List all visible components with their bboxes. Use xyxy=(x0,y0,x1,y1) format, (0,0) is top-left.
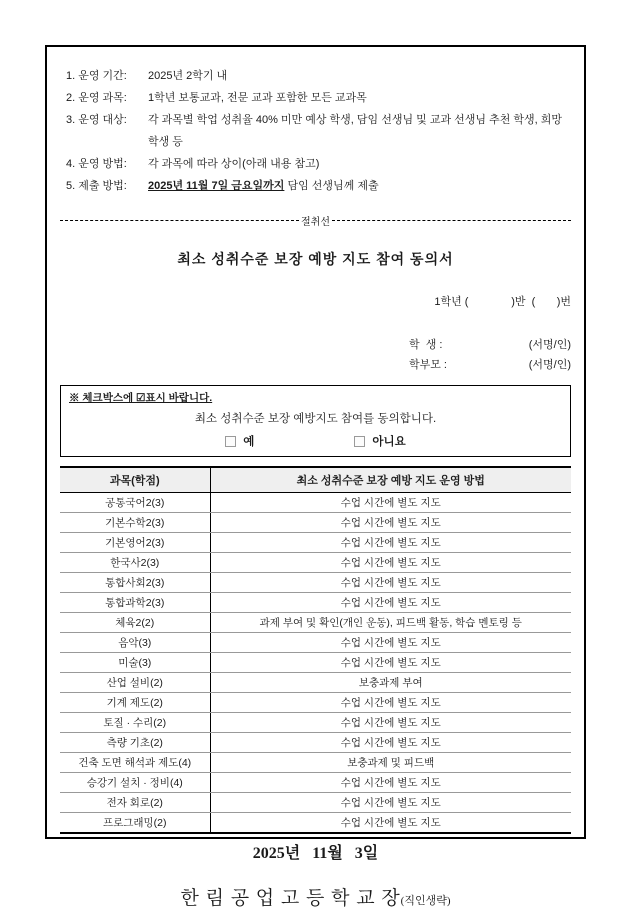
method-cell: 수업 시간에 별도 지도 xyxy=(210,793,571,813)
notice-item-target xyxy=(60,109,571,153)
method-cell: 보충과제 및 피드백 xyxy=(210,753,571,773)
cut-line-dashes xyxy=(60,220,299,221)
option-no-label: 아니요 xyxy=(372,436,406,448)
notice-item-label: 4. 운영 방법: xyxy=(66,158,127,170)
school-principal-name: 한 림 공 업 고 등 학 교 장 xyxy=(180,888,401,909)
subject-cell: 승강기 설치 · 정비(4) xyxy=(60,773,210,793)
table-row xyxy=(60,593,571,613)
table-row xyxy=(60,773,571,793)
table-row xyxy=(60,653,571,673)
notice-item-label: 3. 운영 대상: xyxy=(66,114,127,126)
notice-item-text xyxy=(148,175,571,197)
student-signature-suffix: (서명/인) xyxy=(528,339,571,351)
notice-item-text: 2025년 2학기 내 xyxy=(148,70,228,82)
table-row xyxy=(60,713,571,733)
subject-cell: 프로그래밍(2) xyxy=(60,813,210,834)
table-row xyxy=(60,553,571,573)
method-cell: 수업 시간에 별도 지도 xyxy=(210,653,571,673)
cut-line-dashes xyxy=(332,220,571,221)
subject-cell: 기본영어2(3) xyxy=(60,533,210,553)
option-no[interactable] xyxy=(354,433,405,449)
notice-item-label: 1. 운영 기간: xyxy=(66,70,127,82)
subject-cell: 공통국어2(3) xyxy=(60,493,210,513)
method-cell: 수업 시간에 별도 지도 xyxy=(210,633,571,653)
subject-cell: 토질 · 수리(2) xyxy=(60,713,210,733)
subject-cell: 한국사2(3) xyxy=(60,553,210,573)
student-signature-label: 학 생 : xyxy=(409,339,443,351)
parent-signature-label: 학부모 : xyxy=(409,359,447,371)
table-row xyxy=(60,493,571,513)
notice-item-text: 1학년 보통교과, 전문 교과 포함한 모든 교과목 xyxy=(148,92,367,104)
subject-cell: 통합과학2(3) xyxy=(60,593,210,613)
method-cell: 수업 시간에 별도 지도 xyxy=(210,693,571,713)
method-cell: 수업 시간에 별도 지도 xyxy=(210,713,571,733)
method-cell: 수업 시간에 별도 지도 xyxy=(210,813,571,834)
consent-statement: 최소 성취수준 보장 예방지도 참여를 동의합니다. xyxy=(194,413,437,425)
student-signature-row xyxy=(409,335,571,355)
checkbox-instruction: ※ 체크박스에 ☑표시 바랍니다. xyxy=(69,392,213,404)
table-row xyxy=(60,693,571,713)
checkbox-no[interactable] xyxy=(354,436,365,447)
notice-list xyxy=(60,65,571,197)
table-row xyxy=(60,753,571,773)
cut-line-label: 절취선 xyxy=(301,216,330,228)
subject-cell: 기본수학2(3) xyxy=(60,513,210,533)
method-cell: 수업 시간에 별도 지도 xyxy=(210,533,571,553)
method-cell: 수업 시간에 별도 지도 xyxy=(210,573,571,593)
parent-signature-row xyxy=(409,355,571,375)
seal-omitted-note: (직인생략) xyxy=(400,895,451,907)
consent-checkbox-box xyxy=(60,385,571,457)
table-header-row xyxy=(60,467,571,493)
subject-cell: 음악(3) xyxy=(60,633,210,653)
notice-item-submission xyxy=(60,175,571,197)
method-cell: 과제 부여 및 확인(개인 운동), 피드백 활동, 학습 멘토링 등 xyxy=(210,613,571,633)
subject-cell: 건축 도면 해석과 제도(4) xyxy=(60,753,210,773)
notice-item-text: 각 과목별 학업 성취율 40% 미만 예상 학생, 담임 선생님 및 교과 선생님 추천 학생, 희망 학생 등 xyxy=(148,114,562,148)
method-cell: 수업 시간에 별도 지도 xyxy=(210,773,571,793)
subject-cell: 미술(3) xyxy=(60,653,210,673)
header-subject: 과목(학점) xyxy=(60,467,210,493)
header-method: 최소 성취수준 보장 예방 지도 운영 방법 xyxy=(210,467,571,493)
subject-method-table xyxy=(60,466,571,834)
date-line: 2025년 11월 3일 xyxy=(252,845,379,862)
table-row xyxy=(60,513,571,533)
consent-options xyxy=(69,433,562,449)
document-frame xyxy=(45,45,586,909)
table-row xyxy=(60,633,571,653)
notice-item-method xyxy=(60,153,571,175)
subject-cell: 산업 설비(2) xyxy=(60,673,210,693)
notice-item-subjects xyxy=(60,87,571,109)
method-cell: 수업 시간에 별도 지도 xyxy=(210,593,571,613)
table-row xyxy=(60,673,571,693)
issuer-line xyxy=(60,883,571,910)
option-yes[interactable] xyxy=(225,433,254,449)
method-cell: 보충과제 부여 xyxy=(210,673,571,693)
subject-cell: 기계 제도(2) xyxy=(60,693,210,713)
parent-signature-suffix: (서명/인) xyxy=(528,359,571,371)
subject-cell: 체육2(2) xyxy=(60,613,210,633)
subject-cell: 전자 회로(2) xyxy=(60,793,210,813)
notice-item-period xyxy=(60,65,571,87)
checkbox-yes[interactable] xyxy=(225,436,236,447)
form-title: 최소 성취수준 보장 예방 지도 참여 동의서 xyxy=(177,251,454,267)
method-cell: 수업 시간에 별도 지도 xyxy=(210,733,571,753)
deadline-emphasis: 2025년 11월 7일 금요일까지 xyxy=(148,180,285,192)
table-row xyxy=(60,533,571,553)
subject-cell: 측량 기초(2) xyxy=(60,733,210,753)
signature-block xyxy=(409,335,571,375)
method-cell: 수업 시간에 별도 지도 xyxy=(210,493,571,513)
option-yes-label: 예 xyxy=(243,436,255,448)
method-cell: 수업 시간에 별도 지도 xyxy=(210,553,571,573)
notice-item-label: 5. 제출 방법: xyxy=(66,180,127,192)
method-cell: 수업 시간에 별도 지도 xyxy=(210,513,571,533)
cut-line xyxy=(60,213,571,227)
grade-class-number-line: 1학년 ( )반 ( )번 xyxy=(434,296,571,308)
notice-item-text: 각 과목에 따라 상이(아래 내용 참고) xyxy=(148,158,320,170)
subject-cell: 통합사회2(3) xyxy=(60,573,210,593)
notice-item-label: 2. 운영 과목: xyxy=(66,92,127,104)
deadline-rest: 담임 선생님께 제출 xyxy=(284,180,379,192)
table-row xyxy=(60,573,571,593)
table-row xyxy=(60,613,571,633)
table-row xyxy=(60,733,571,753)
table-row xyxy=(60,813,571,834)
table-row xyxy=(60,793,571,813)
